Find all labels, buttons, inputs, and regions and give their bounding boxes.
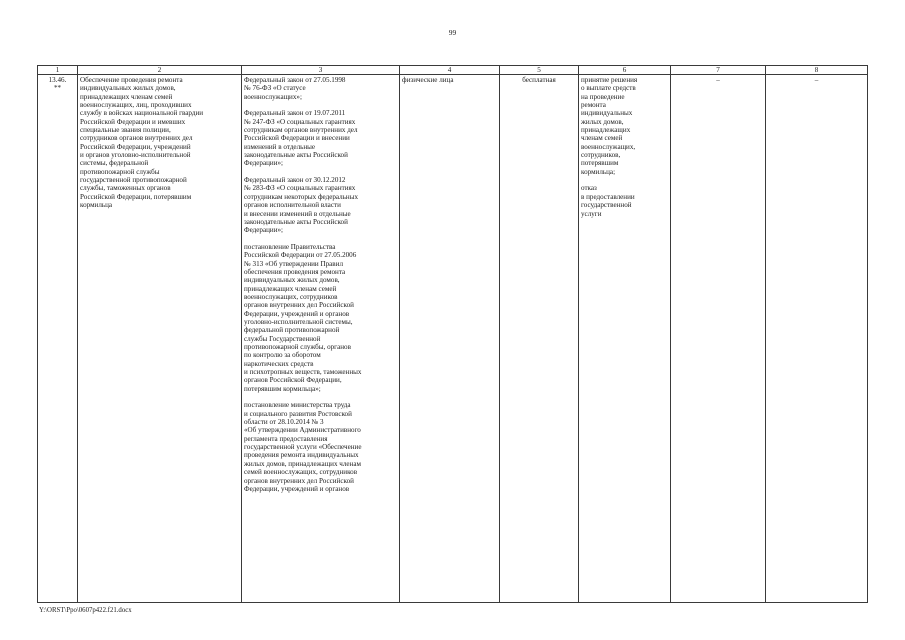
legal-act-line: принадлежащих членам семей (244, 284, 337, 293)
legal-act-line: Российской Федерации и внесении (244, 134, 350, 143)
description-line: кормильца (80, 201, 113, 210)
legal-act-line: постановление Правительства (244, 242, 336, 251)
legal-act-line: Федерации»; (244, 226, 284, 235)
row-number-cell (38, 75, 78, 603)
legal-act-line: индивидуальных жилых домов, (244, 276, 340, 285)
result-line: на проведение (581, 92, 625, 101)
legal-act-line: Федеральный закон от 27.05.1998 (244, 76, 346, 84)
legal-act-line: органов исполнительной власти (244, 201, 341, 210)
legal-act-line: военнослужащих, сотрудников (244, 292, 338, 301)
legal-act-line: проведения ремонта индивидуальных (244, 451, 359, 460)
description-line: противопожарной службы (80, 167, 160, 176)
legal-act-line: семей военнослужащих, сотрудников (244, 468, 358, 477)
legal-act-line: области от 28.10.2014 № 3 (244, 418, 324, 427)
description-line: системы, федеральной (80, 159, 149, 168)
column-header: 8 (766, 66, 868, 75)
legal-act-line: потерявшим кормильца»; (244, 384, 321, 393)
legal-act-line: № 247-ФЗ «О социальных гарантиях (244, 117, 356, 126)
legal-act-line: федеральной противопожарной (244, 326, 340, 335)
legal-act (244, 109, 397, 167)
result-line: принадлежащих (581, 126, 631, 135)
legal-act-line: Федеральный закон от 30.12.2012 (244, 176, 346, 185)
legal-act-line: сотрудникам органов внутренних дел (244, 126, 358, 135)
legal-act-line: уголовно-исполнительной системы, (244, 317, 353, 326)
description-line: сотрудников органов внутренних дел (80, 134, 193, 143)
legal-act-line: органов внутренних дел Российской (244, 301, 354, 310)
result-cell (579, 75, 671, 603)
legal-act-line: и внесении изменений в отдельные (244, 209, 351, 218)
legal-act-line: по контролю за оборотом (244, 351, 321, 360)
legal-act-line: «Об утверждении Административного (244, 426, 361, 435)
legal-act-line: № 313 «Об утверждении Правил (244, 259, 343, 268)
legal-act-line: № 283-ФЗ «О социальных гарантиях (244, 184, 356, 193)
legal-act-line: законодательные акты Российской (244, 217, 348, 226)
result-line: потерявшим (581, 159, 619, 168)
description-line: военнослужащих, лиц, проходивших (80, 101, 192, 110)
column-header: 3 (242, 66, 400, 75)
result-line: сотрудников, (581, 151, 621, 160)
description-line: индивидуальных жилых домов, (80, 84, 176, 93)
result-item (581, 76, 668, 176)
legal-act-line: службы Государственной (244, 334, 321, 343)
legal-act-line: Федерации»; (244, 159, 284, 168)
legal-act-line: государственной услуги «Обеспечение (244, 443, 362, 452)
legal-act-line: регламента предоставления (244, 434, 328, 443)
result-item (581, 184, 668, 217)
legal-act (244, 176, 397, 234)
result-line: услуги (581, 209, 602, 218)
row-marker: ** (53, 84, 62, 93)
result-line: военнослужащих, (581, 142, 636, 151)
description-line: государственной противопожарной (80, 176, 187, 185)
legal-act-line: Федерации, учреждений и органов (244, 309, 350, 318)
legal-act-line: органов Российской Федерации, (244, 376, 342, 385)
legal-act-line: изменений в отдельные (244, 142, 316, 151)
legal-act-line: Федеральный закон от 19.07.2011 (244, 109, 346, 118)
legal-act-line: органов внутренних дел Российской (244, 476, 354, 485)
cost-cell: бесплатная (500, 75, 579, 603)
legal-act-line: наркотических средств (244, 359, 314, 368)
legal-act-line: обеспечения проведения ремонта (244, 267, 346, 276)
description-line: Российской Федерации, учреждений (80, 142, 191, 151)
result-line: кормильца; (581, 167, 616, 176)
legal-act-line: противопожарной службы, органов (244, 343, 351, 351)
result-line: членам семей (581, 134, 623, 143)
column-header: 5 (500, 66, 579, 75)
result-line: отказ (581, 184, 597, 193)
description-line: принадлежащих членам семей (80, 92, 173, 101)
result-line: ремонта (581, 101, 606, 110)
legal-act (244, 243, 397, 393)
result-line: о выплате средств (581, 84, 636, 93)
description-line: службу в войсках национальной гвардии (80, 109, 204, 118)
description-line: специальные звания полиции, (80, 126, 171, 135)
services-table (37, 65, 868, 603)
page-number: 99 (448, 28, 457, 37)
column-header: 7 (671, 66, 766, 75)
column-header: 2 (78, 66, 242, 75)
legal-act (244, 76, 397, 101)
row-number: 13.46. (48, 76, 67, 84)
description-line: службы, таможенных органов (80, 184, 171, 193)
description-line: Обеспечение проведения ремонта (80, 76, 183, 84)
description-line: Российской Федерации и имевших (80, 117, 186, 126)
file-path-footer: Y:\ORST\Ppo\0607p422.f21.docx (39, 607, 132, 614)
legal-act-line: жилых домов, принадлежащих членам (244, 459, 361, 468)
result-line: принятие решения (581, 76, 638, 84)
result-line: жилых домов, (581, 117, 624, 126)
column-header: 6 (579, 66, 671, 75)
legal-act-line: № 76-ФЗ «О статусе (244, 84, 306, 93)
result-line: государственной (581, 201, 632, 210)
col8-cell: – (766, 75, 868, 603)
legal-act-line: постановление министерства труда (244, 401, 351, 410)
column-header: 4 (400, 66, 500, 75)
legal-act-line: и психотропных веществ, таможенных (244, 368, 362, 377)
result-line: индивидуальных (581, 109, 633, 118)
recipients-cell: физические лица (400, 75, 500, 603)
description-line: и органов уголовно-исполнительной (80, 151, 191, 160)
legal-act-line: Федерации, учреждений и органов (244, 484, 350, 493)
result-line: в предоставлении (581, 192, 635, 201)
col7-cell: – (671, 75, 766, 603)
column-header: 1 (38, 66, 78, 75)
description-cell (78, 75, 242, 603)
legal-basis-cell (242, 75, 400, 603)
legal-act (244, 401, 397, 493)
legal-act-line: законодательные акты Российской (244, 151, 348, 160)
table-row (38, 75, 868, 603)
legal-act-line: и социального развития Ростовской (244, 409, 352, 418)
legal-act-line: Российской Федерации от 27.05.2006 (244, 251, 357, 260)
table-header-row (38, 66, 868, 75)
description-line: Российской Федерации, потерявшим (80, 192, 192, 201)
legal-act-line: сотрудникам некоторых федеральных (244, 192, 359, 201)
legal-act-line: военнослужащих»; (244, 92, 302, 101)
